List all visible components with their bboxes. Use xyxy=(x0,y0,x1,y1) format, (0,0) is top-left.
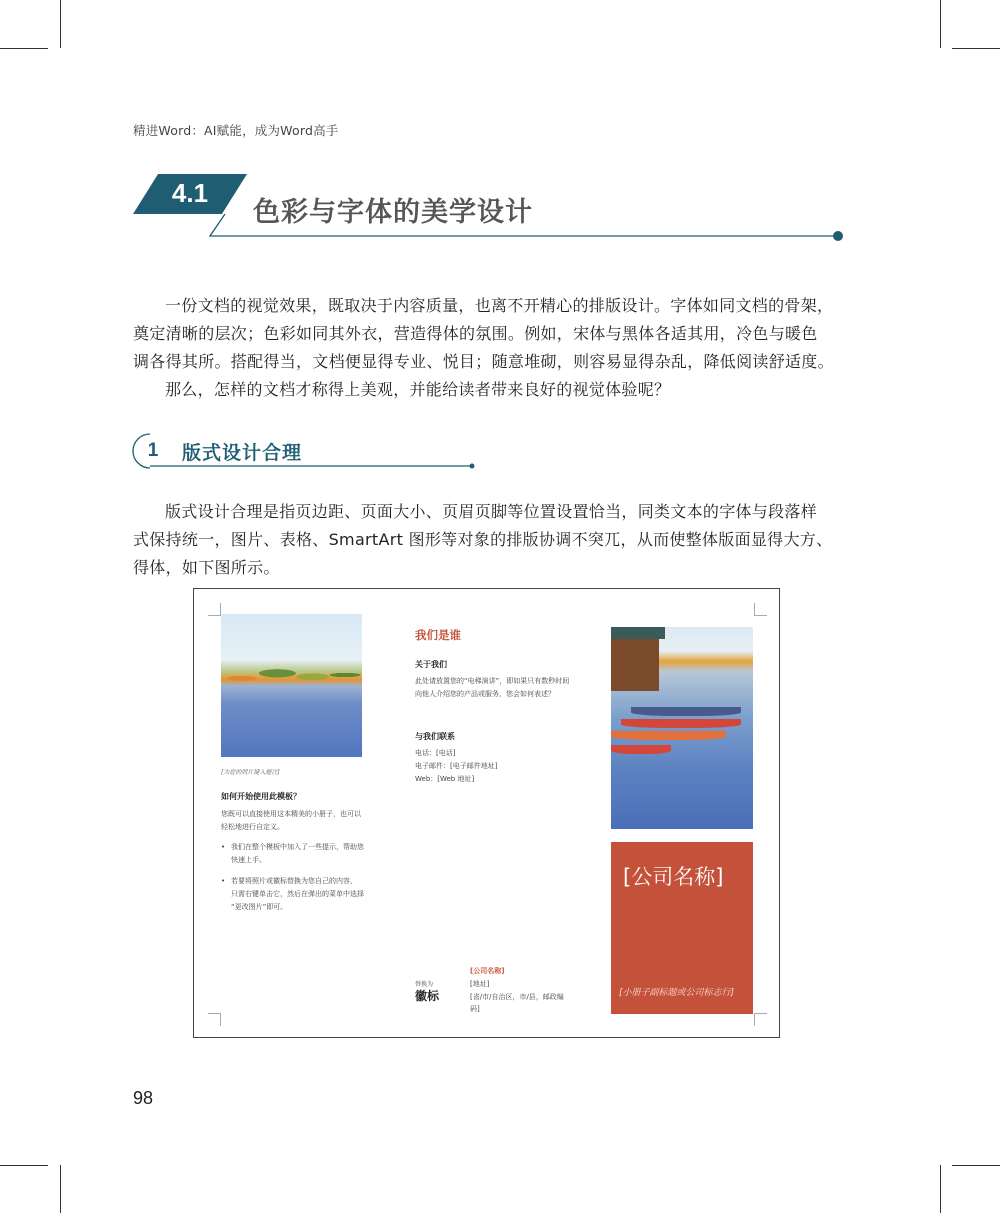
contact-line: 电子邮件：[电子邮件地址] xyxy=(415,762,498,770)
body-paragraph xyxy=(133,498,843,582)
text-line: 那么，怎样的文档才称得上美观，并能给读者带来良好的视觉体验呢？ xyxy=(165,380,671,399)
brochure-subtitle: [小册子副标题或公司标志行] xyxy=(619,988,735,998)
margin-mark xyxy=(754,1013,767,1026)
crop-mark xyxy=(0,1165,48,1166)
col2-title: 我们是谁 xyxy=(415,628,461,642)
page-number: 98 xyxy=(133,1088,154,1108)
company-name: [公司名称] xyxy=(623,865,724,889)
address-line: [省/市/自治区，市/县，邮政编 xyxy=(470,993,564,1001)
bullet-line: “更改图片”即可。 xyxy=(231,903,288,911)
section-number: 4.1 xyxy=(171,178,209,208)
about-line: 此处请放置您的“电梯演讲”，即如果只有数秒时间 xyxy=(415,677,570,685)
subsection-title: 版式设计合理 xyxy=(182,442,303,464)
col1-text-line: 轻松地进行自定义。 xyxy=(221,823,284,831)
lake-photo xyxy=(221,614,362,757)
bullet-line: 我们在整个模板中加入了一些提示，帮助您 xyxy=(231,843,364,851)
photo-caption: [为您的照片键入题注] xyxy=(221,769,280,776)
bullet-line: 只需右键单击它，然后在弹出的菜单中选择 xyxy=(231,890,364,898)
bullet-dot: • xyxy=(221,843,226,851)
text-line: 奠定清晰的层次；色彩如同其外衣，营造得体的氛围。例如，宋体与黑体各适其用，冷色与暖色 xyxy=(133,324,818,343)
section-title: 色彩与字体的美学设计 xyxy=(253,197,533,228)
text-line: 一份文档的视觉效果，既取决于内容质量，也离不开精心的排版设计。字体如同文档的骨架， xyxy=(165,296,834,315)
about-heading: 关于我们 xyxy=(415,660,447,669)
address-company: [公司名称] xyxy=(470,967,505,975)
col1-heading: 如何开始使用此模板？ xyxy=(221,792,301,801)
text-line: 得体，如下图所示。 xyxy=(133,558,280,577)
text-line: 调各得其所。搭配得当，文档便显得专业、悦目；随意堆砌，则容易显得杂乱，降低阅读舒适度。 xyxy=(133,352,834,371)
subsection-number: 1 xyxy=(147,440,159,461)
address-line: [地址] xyxy=(470,980,490,988)
crop-mark xyxy=(60,1165,61,1213)
margin-mark xyxy=(208,603,221,616)
bullet-line: 快速上手。 xyxy=(231,856,266,864)
logo-placeholder: 徽标 xyxy=(415,989,440,1003)
margin-mark xyxy=(754,603,767,616)
contact-line: Web：[Web 地址] xyxy=(415,775,475,783)
text-line: 版式设计合理是指页边距、页面大小、页眉页脚等位置设置恰当，同类文本的字体与段落样 xyxy=(165,502,818,521)
running-head: 精进Word：AI赋能，成为Word高手 xyxy=(133,123,339,138)
crop-mark xyxy=(940,1165,941,1213)
about-line: 向他人介绍您的产品或服务，您会如何表述？ xyxy=(415,690,555,698)
crop-mark xyxy=(952,1165,1000,1166)
contact-heading: 与我们联系 xyxy=(415,732,455,741)
contact-line: 电话：[电话] xyxy=(415,749,456,757)
col1-text-line: 您既可以直接使用这本精美的小册子，也可以 xyxy=(221,810,361,818)
brochure-figure xyxy=(193,588,780,1038)
boats-photo xyxy=(611,627,753,829)
intro-paragraph xyxy=(133,292,843,404)
text-line: 式保持统一，图片、表格、SmartArt 图形等对象的排版协调不突兀，从而使整体版面显得大方、 xyxy=(133,530,833,549)
bullet-line: 若要将照片或徽标替换为您自己的内容， xyxy=(231,877,357,885)
margin-mark xyxy=(208,1013,221,1026)
logo-placeholder-small: 替换为 xyxy=(415,981,434,988)
section-rule xyxy=(0,0,1000,500)
bullet-dot: • xyxy=(221,877,226,885)
address-line: 码] xyxy=(470,1005,480,1013)
